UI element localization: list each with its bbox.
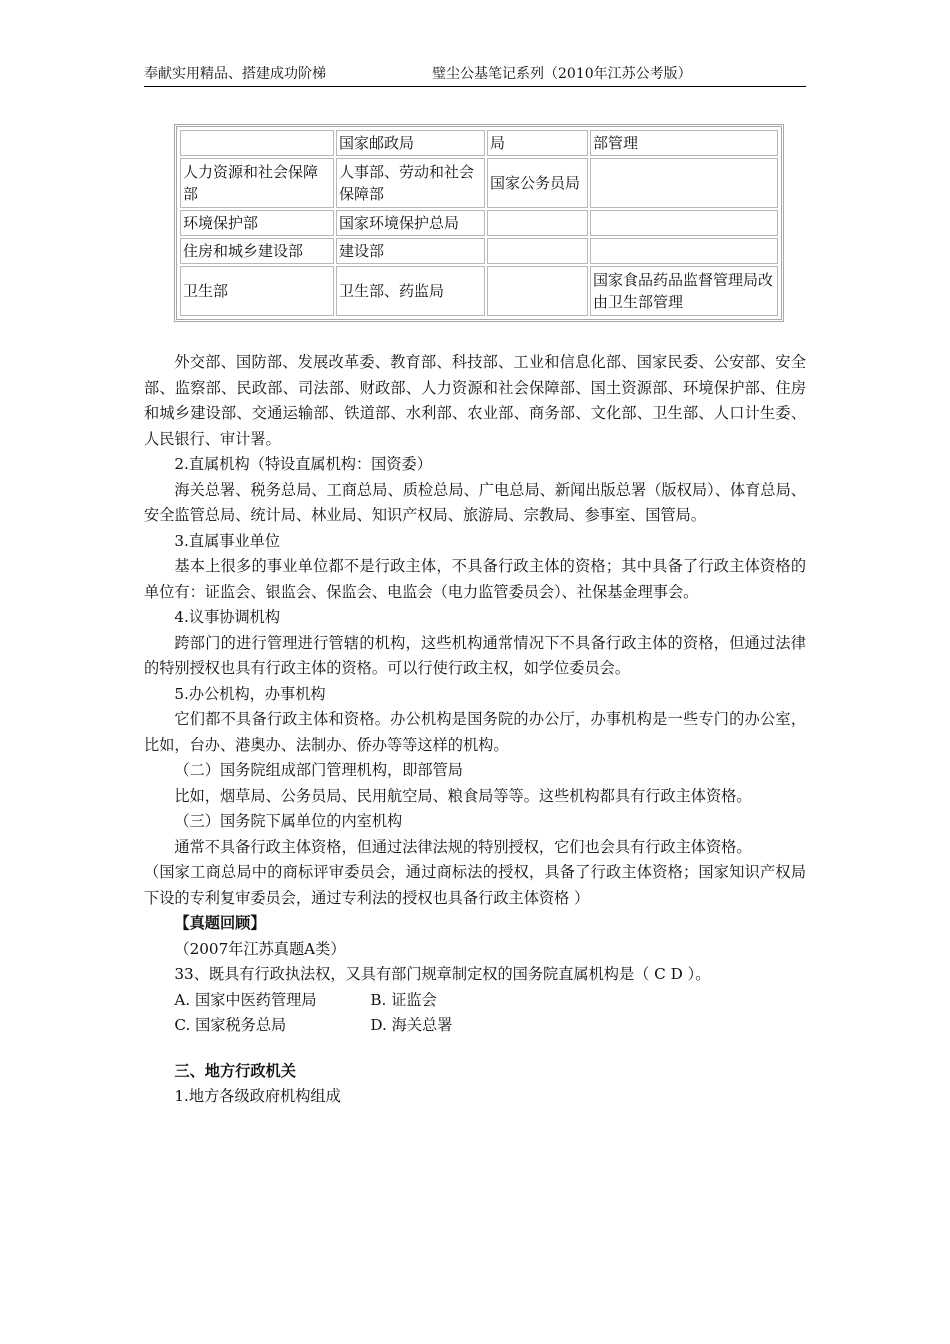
internal-bodies-examples: （国家工商总局中的商标评审委员会，通过商标法的授权，具备了行政主体资格；国家知识产权局下设的专利复审委员会，通过专利法的授权也具备行政主体资格 ） (144, 863, 806, 907)
table-row (180, 130, 778, 156)
option-b: B. 证监会 (370, 990, 437, 1009)
exam-year-label: （2007年江苏真题A类） (174, 939, 346, 958)
table-cell: 部管理 (590, 130, 778, 156)
exam-question: 33、既具有行政执法权，又具有部门规章制定权的国务院直属机构是（ C D ）。 (174, 965, 711, 983)
table-cell (590, 238, 778, 264)
ministries-list: 外交部、国防部、发展改革委、教育部、科技部、工业和信息化部、国家民委、公安部、安全部、监察部、民政部、司法部、财政部、人力资源和社会保障部、国土资源部、环境保护部、住房和城乡建设部、交通运输部、铁道部、水利部、农业部、商务部、文化部、卫生部、人口计生委、人民银行、审计署。 (144, 353, 806, 448)
table-cell: 国家环境保护总局 (336, 210, 485, 236)
public-institutions-text: 基本上很多的事业单位都不是行政主体，不具备行政主体的资格；其中具备了行政主体资格的单位有：证监会、银监会、保监会、电监会（电力监管委员会）、社保基金理事会。 (144, 557, 806, 601)
table-cell (487, 266, 588, 316)
subheading-offices: 5.办公机构，办事机构 (174, 684, 326, 703)
offices-text: 它们都不具备行政主体和资格。办公机构是国务院的办公厅，办事机构是一些专门的办公室，比如，台办、港奥办、法制办、侨办等等这样的机构。 (144, 710, 806, 754)
table-cell (590, 158, 778, 208)
table-cell (180, 130, 334, 156)
header-series-title: 璧尘公基笔记系列（2010年江苏公考版） (432, 66, 692, 82)
subheading-public-institutions: 3.直属事业单位 (174, 531, 281, 550)
ministry-table (174, 124, 784, 322)
subheading-local-government-composition: 1.地方各级政府机构组成 (174, 1087, 341, 1105)
ministry-bureaus-text: 比如，烟草局、公务员局、民用航空局、粮食局等等。这些机构都具有行政主体资格。 (174, 786, 752, 805)
options-row-1 (144, 988, 806, 1014)
option-a: A. 国家中医药管理局 (174, 990, 317, 1009)
table-cell: 人事部、劳动和社会保障部 (336, 158, 485, 208)
internal-bodies-text: 通常不具备行政主体资格，但通过法律法规的特别授权，它们也会具有行政主体资格。 (174, 837, 752, 856)
table-cell: 国家邮政局 (336, 130, 485, 156)
body-text (144, 350, 806, 1110)
table-row (180, 210, 778, 236)
options-row-2 (144, 1013, 806, 1039)
table-cell: 环境保护部 (180, 210, 334, 236)
subheading-ministry-bureaus: （二）国务院组成部门管理机构，即部管局 (174, 761, 463, 779)
spacer (144, 1039, 806, 1059)
table-row (180, 238, 778, 264)
table-row (180, 266, 778, 316)
table-cell: 住房和城乡建设部 (180, 238, 334, 264)
option-d: D. 海关总署 (370, 1016, 453, 1034)
table-cell (487, 210, 588, 236)
exam-review-heading: 【真题回顾】 (174, 914, 266, 932)
coordination-bodies-text: 跨部门的进行管理进行管辖的机构，这些机构通常情况下不具备行政主体的资格，但通过法律的特别授权也具有行政主体的资格。可以行使行政主权，如学位委员会。 (144, 633, 806, 677)
subheading-coordination-bodies: 4.议事协调机构 (174, 608, 281, 626)
table-cell: 人力资源和社会保障部 (180, 158, 334, 208)
option-c: C. 国家税务总局 (174, 1016, 287, 1034)
direct-agencies-list: 海关总署、税务总局、工商总局、质检总局、广电总局、新闻出版总署（版权局）、体育总局、安全监管总局、统计局、林业局、知识产权局、旅游局、宗教局、参事室、国管局。 (144, 480, 806, 524)
subheading-direct-agencies: 2.直属机构（特设直属机构：国资委） (174, 455, 432, 473)
table-cell: 卫生部 (180, 266, 334, 316)
table-cell: 局 (487, 130, 588, 156)
table-cell: 国家食品药品监督管理局改由卫生部管理 (590, 266, 778, 316)
table-cell (487, 238, 588, 264)
page-header (144, 64, 806, 87)
table-cell: 国家公务员局 (487, 158, 588, 208)
table-cell: 建设部 (336, 238, 485, 264)
section-heading-local-government: 三、地方行政机关 (174, 1061, 296, 1080)
table-cell: 卫生部、药监局 (336, 266, 485, 316)
table-row (180, 158, 778, 208)
header-slogan: 奉献实用精品、搭建成功阶梯 (144, 66, 326, 82)
subheading-internal-bodies: （三）国务院下属单位的内室机构 (174, 812, 403, 830)
table-cell (590, 210, 778, 236)
